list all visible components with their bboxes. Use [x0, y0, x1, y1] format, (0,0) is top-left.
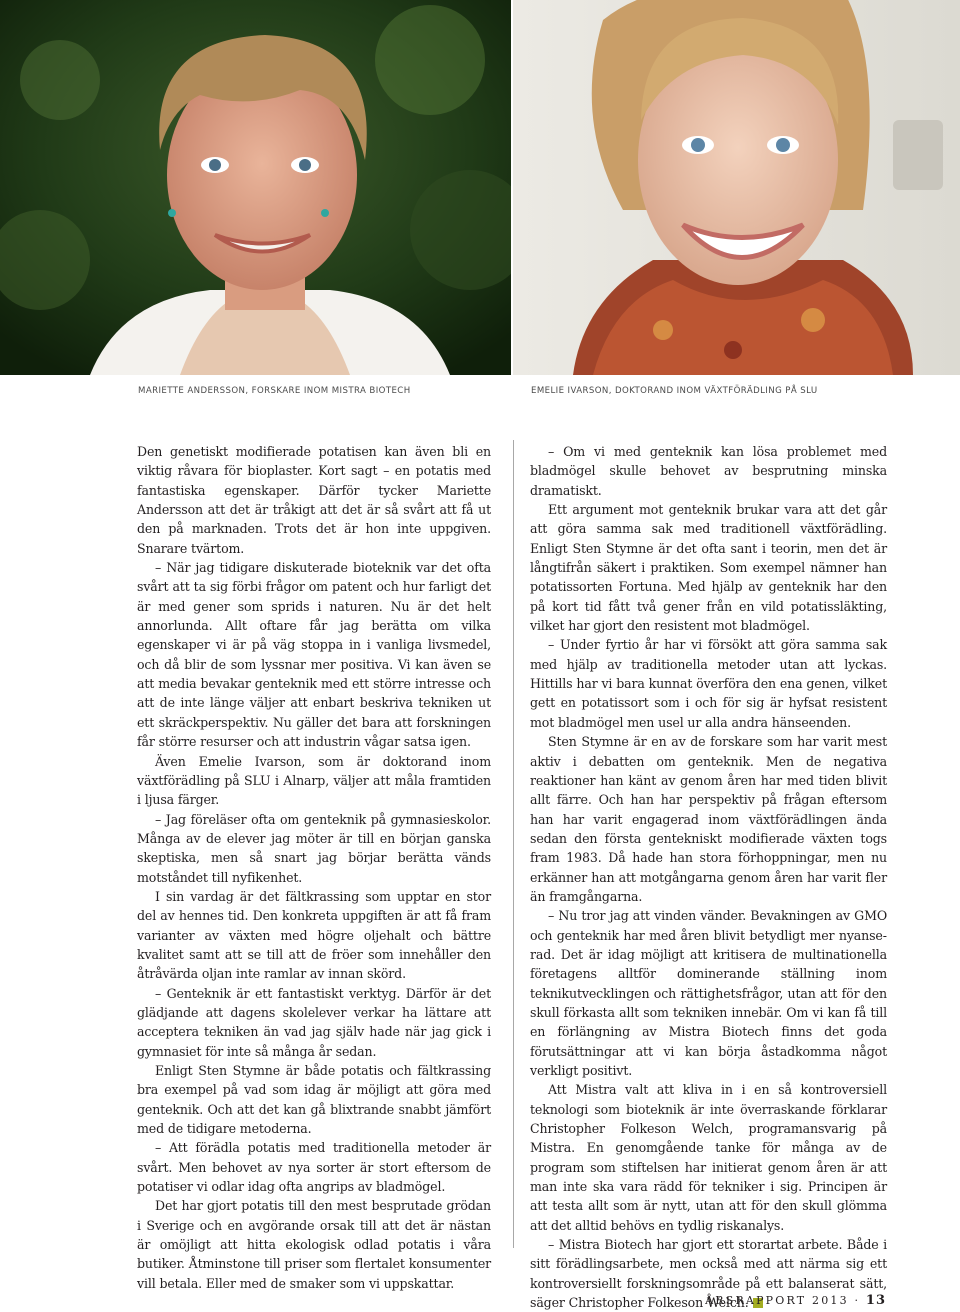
paragraph: Enligt Sten Stymne är både potatis och fältkrassing bra exempel på vad som idag är möjligt att göra med genteknik. Och att det kan gå blixtrande snabbt jämfört med de tidigare metoderna. [137, 1063, 491, 1137]
paragraph-text: – Mistra Biotech har gjort ett storartat arbete. Både i sitt förädlingsarbete, men också med att närma sig ett kontroversiellt forskningsområde på ett balanserat sätt, säger Christopher Folkeson Welch. [530, 1237, 887, 1311]
column-divider [513, 440, 514, 1248]
paragraph: – Om vi med genteknik kan lösa problemet med bladmögel skulle behovet av besprutning minska dramatiskt. [530, 444, 887, 498]
paragraph: – Jag föreläser ofta om genteknik på gymnasieskolor. Många av de elever jag möter är till en början ganska skeptiska, men så snart jag börjar berätta vänds motståndet till nyfikenhet. [137, 811, 491, 885]
paragraph: – Nu tror jag att vinden vänder. Bevakningen av GMO och genteknik har med åren blivit betydligt mer nyanserad. Det är idag möjligt att kritisera de multinationella företagens alltför dominerande ställning inom teknikutvecklingen och rättighetsfrågor, utan att för den skull förkasta allt som tekniken innebär. Om vi kan få till en förlängning av Mistra Biotech finns det goda förutsättningar att vi kan börja åstadkomma något verkligt positivt. [530, 908, 887, 1078]
paragraph: – När jag tidigare diskuterade bioteknik var det ofta svårt att ta sig förbi frågor om patent och hur farligt det är med gener som sprids i naturen. Nu är det helt annorlunda. Allt oftare får jag berätta om vilka egenskaper vi är på väg stoppa in i vanliga livsmedel, och då blir de som lyssnar mer positiva. Vi kan även se att media bevakar genteknik med ett större intresse och att de inte länge väljer att enbart beskriva tekniken ut ett skräckperspektiv. Nu gäller det bara att forskningen får större resurser och att industrin vågar satsa igen. [137, 560, 491, 750]
paragraph: I sin vardag är det fältkrassing som upptar en stor del av hennes tid. Den konkreta uppgiften är att få fram varianter av växten med högre oljehalt och bättre kvalitet samt att se till att de fröer som innehåller den åtråvärda oljan inte ramlar av innan skörd. [137, 888, 491, 982]
photo-emelie-ivarson [513, 0, 960, 375]
portrait-left-image [0, 0, 511, 375]
article-column-left [137, 442, 491, 1293]
paragraph: Det har gjort potatis till den mest besprutade grödan i Sverige och en avgörande orsak till att det är nästan är omöjligt att hitta ekologisk odlad potatis i våra butiker. Åtminstone till priser som flertalet konsumenter vill betala. Eller med de smaker som vi uppskattar. [137, 1198, 491, 1291]
page-footer [705, 1293, 886, 1308]
photo-mariette-andersson [0, 0, 511, 375]
photo-caption-left: MARIETTE ANDERSSON, FORSKARE INOM MISTRA BIOTECH [138, 386, 411, 396]
paragraph: Att Mistra valt att kliva in i en så kontroversiell teknologi som bioteknik är inte överraskande förklarar Christopher Folkeson Welch, programansvarig på Mistra. En genomgående tanke för många av de program som stiftelsen har initierat genom åren är att man inte ska vara rädd för tekniker i sig. Principen är att testa allt som är nytt, utan att för den skull glömma att det alltid behövs en tydlig riskanalys. [530, 1082, 887, 1233]
paragraph: – Under fyrtio år har vi försökt att göra samma sak med hjälp av traditionella metoder utan att lyckas. Hittills har vi bara kunnat överföra den ena genen, vilket gett en potatissort som i och för sig är hyfsat resistent mot bladmögel men usel ur alla andra hänseenden. [530, 637, 887, 730]
footer-label: ÅRSRAPPORT 2013 · [705, 1294, 861, 1307]
paragraph: Sten Stymne är en av de forskare som har varit mest aktiv i debatten om genteknik. Men de negativa reaktioner han känt av genom åren har med tiden blivit allt färre. Och han har perspektiv på frågan eftersom han har varit engagerad inom växtförädlingen ända sedan den första gentekniskt modifierade växten togs fram 1983. Då hade han stora förhoppningar, men nu erkänner han att motgångarna genom åren har varit fler än framgångarna. [530, 734, 887, 904]
paragraph: Den genetiskt modifierade potatisen kan även bli en viktig råvara för bioplaster. Kort sagt – en potatis med fantastiska egenskaper. Därför tycker Mariette Andersson att det är tråkigt att det är så svårt att få ut den på marknaden. Trots det är hon inte uppgiven. Snarare tvärtom. [137, 444, 491, 556]
paragraph: – Genteknik är ett fantastiskt verktyg. Därför är det glädjande att dagens skolelever verkar ha lättare att acceptera tekniken än vad jag själv hade när jag gick i gymnasiet för inte så många år sedan. [137, 985, 491, 1059]
paragraph: Ett argument mot genteknik brukar vara att det går att göra samma sak med traditionell växtförädling. Enligt Sten Stymne är det ofta sant i teorin, men det är långtifrån säkert i praktiken. Som exempel nämner han potatissorten Fortuna. Med hjälp av genteknik har den på kort tid fått två gener från en vild potatissläkting, vilket har gjort den resistent mot bladmögel. [530, 502, 887, 634]
photo-caption-right: EMELIE IVARSON, DOKTORAND INOM VÄXTFÖRÄDLING PÅ SLU [531, 386, 818, 396]
paragraph: – Att förädla potatis med traditionella metoder är svårt. Men behovet av nya sorter är stort eftersom de potatiser vi odlar idag ofta angrips av bladmögel. [137, 1140, 491, 1195]
article-column-right [530, 442, 887, 1312]
portrait-right-image [513, 0, 960, 375]
paragraph: Även Emelie Ivarson, som är doktorand inom växtförädling på SLU i Alnarp, väljer att måla framtiden i ljusa färger. [137, 753, 491, 808]
page-number: 13 [865, 1293, 886, 1308]
